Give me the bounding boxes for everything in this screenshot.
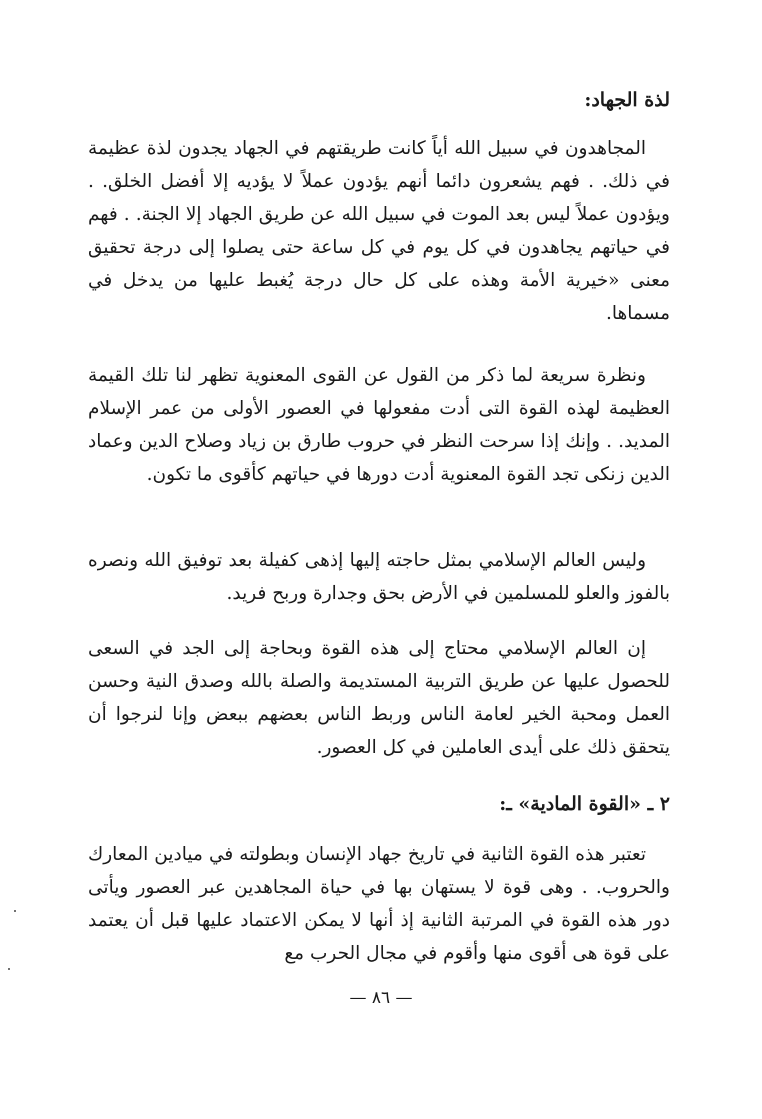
page-number: — ٨٦ — xyxy=(349,988,413,1008)
paragraph-text: المجاهدون في سبيل الله أياً كانت طريقتهم في الجهاد يجدون لذة عظيمة في ذلك. . فهم يشعرون دائما أنهم يؤدون عملاً لا يؤديه إلا أفضل الخلق. . ويؤدون عملاً ليس بعد الموت في سبيل الله عن طريق الجهاد إلا الجنة. . فهم في حياتهم يجاهدون في كل يوم في كل ساعة حتى يصلوا إلى درجة تحقيق معنى «خيرية الأمة وهذه على كل حال درجة يُغبط عليها من يدخل في مسماها. xyxy=(88,138,670,324)
scan-speck xyxy=(14,910,16,912)
paragraph-text: ونظرة سريعة لما ذكر من القول عن القوى المعنوية تظهر لنا تلك القيمة العظيمة لهذه القوة التى أدت مفعولها في العصور الأولى من عمر الإسلام المديد. . وإنك إذا سرحت النظر في حروب طارق بن زياد وصلاح الدين وعماد الدين زنكى تجد القوة المعنوية أدت دورها في حياتهم كأقوى ما تكون. xyxy=(88,365,670,485)
paragraph-1 xyxy=(88,132,670,330)
paragraph-3 xyxy=(88,544,670,610)
section-heading-pleasure-of-jihad: لذة الجهاد: xyxy=(584,89,670,111)
scan-speck xyxy=(8,968,10,970)
paragraph-2 xyxy=(88,359,670,491)
paragraph-4 xyxy=(88,632,670,764)
section-heading-material-power: ٢ ـ «القوة المادية» ـ: xyxy=(499,793,670,815)
paragraph-text: تعتبر هذه القوة الثانية في تاريخ جهاد الإنسان وبطولته في ميادين المعارك والحروب. . وهى قوة لا يستهان بها في حياة المجاهدين عبر العصور ويأتى دور هذه القوة في المرتبة الثانية إذ أنها لا يمكن الاعتماد عليها قبل أن يعتمد على قوة هى أقوى منها وأقوم في مجال الحرب مع xyxy=(88,844,670,964)
paragraph-5 xyxy=(88,838,670,970)
paragraph-text: وليس العالم الإسلامي بمثل حاجته إليها إذهى كفيلة بعد توفيق الله ونصره بالفوز والعلو للمسلمين في الأرض بحق وجدارة وربح فريد. xyxy=(88,550,670,604)
paragraph-text: إن العالم الإسلامي محتاج إلى هذه القوة وبحاجة إلى الجد في السعى للحصول عليها عن طريق التربية المستديمة والصلة بالله وصدق النية وحسن العمل ومحبة الخير لعامة الناس وربط الناس بعضهم ببعض وإنا لنرجوا أن يتحقق ذلك على أيدى العاملين في كل العصور. xyxy=(88,638,670,758)
